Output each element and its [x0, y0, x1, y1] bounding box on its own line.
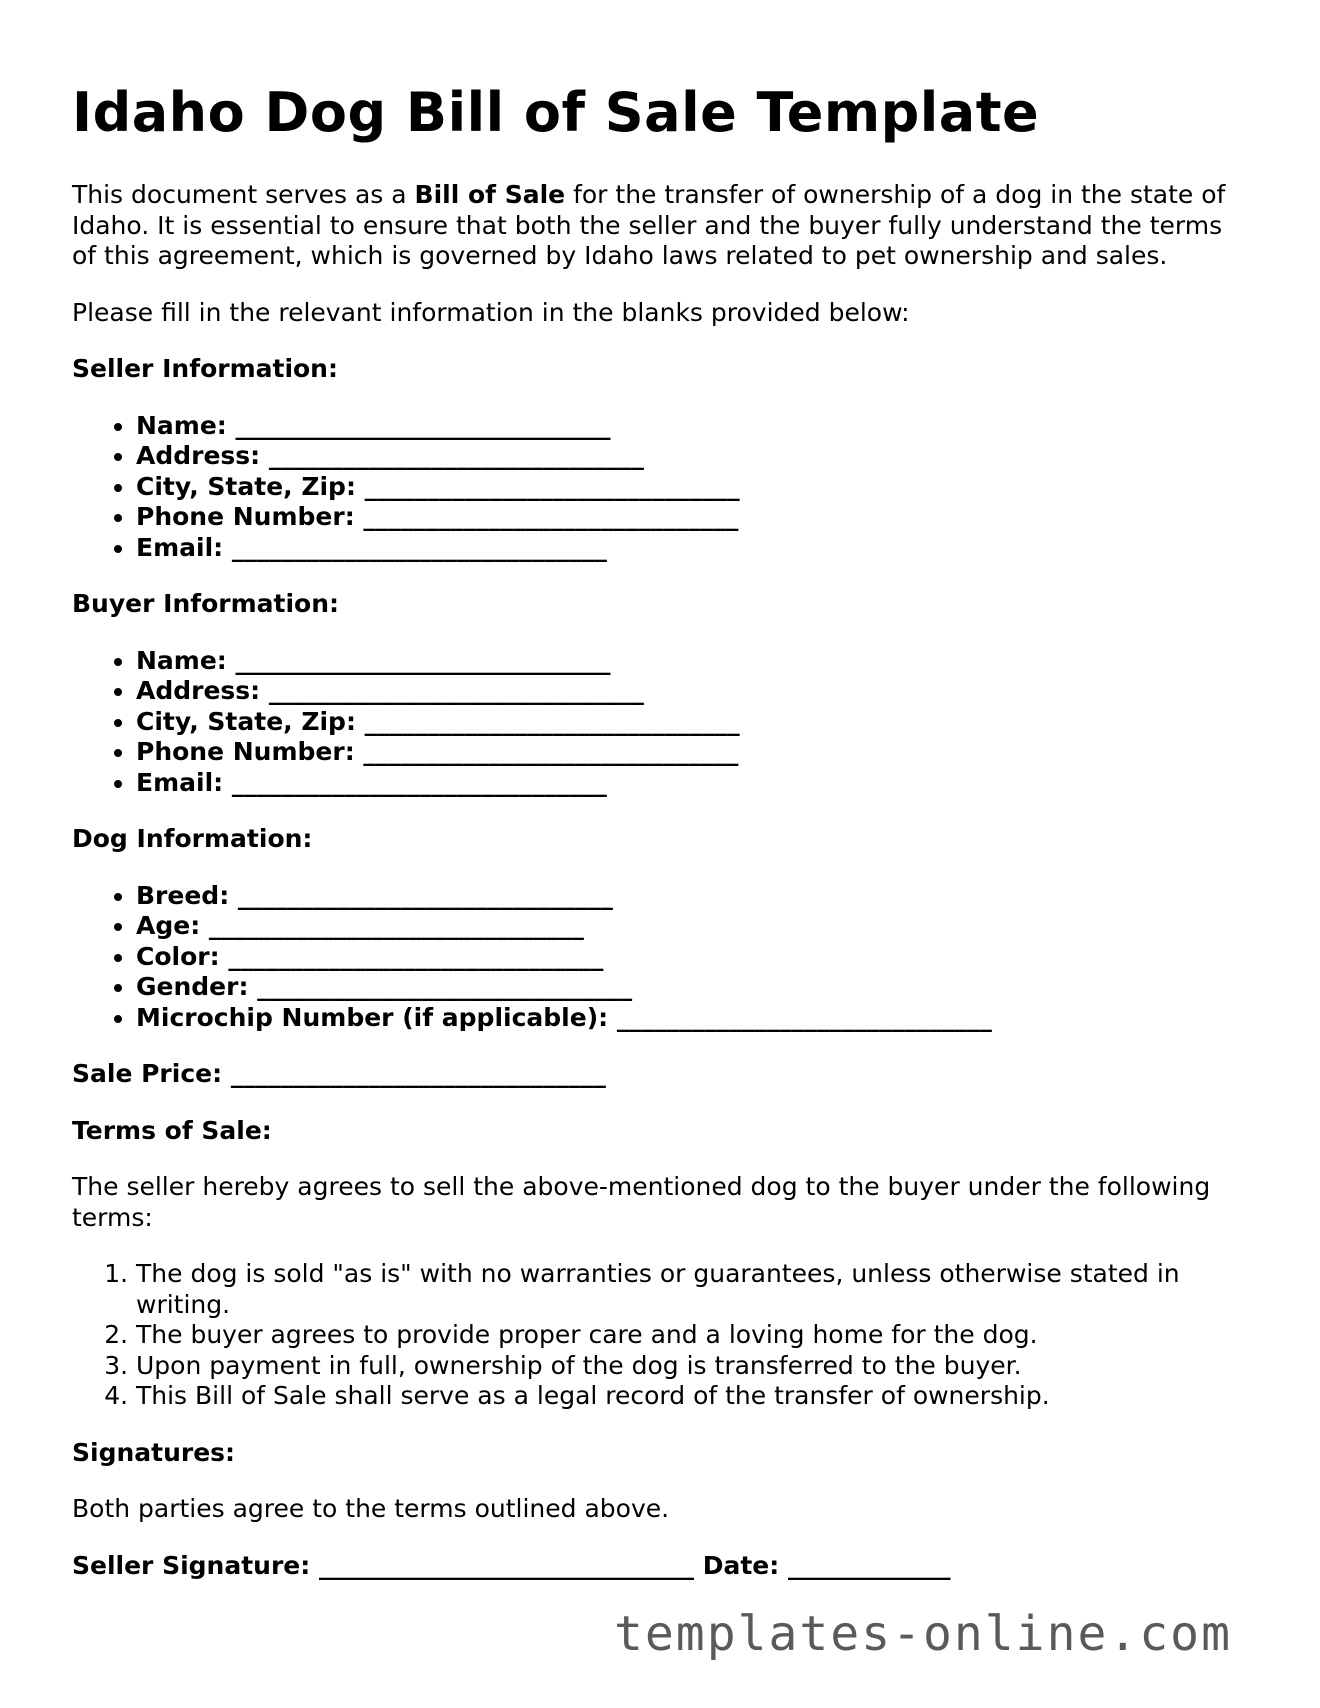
fill-blank[interactable]: ______________________________ [364, 471, 740, 501]
dog-gender-field[interactable] [136, 972, 1252, 1003]
signature-blank[interactable]: ______________________________ [318, 1550, 694, 1580]
field-label: Gender: [136, 972, 249, 1002]
fill-blank[interactable]: ______________________________ [231, 767, 607, 797]
fill-blank[interactable]: ______________________________ [235, 645, 611, 675]
fill-blank[interactable]: ______________________________ [231, 532, 607, 562]
field-label: Phone Number: [136, 737, 355, 767]
fill-blank[interactable]: ______________________________ [616, 1002, 992, 1032]
buyer-city-state-zip-field[interactable] [136, 707, 1252, 738]
date-blank[interactable]: _____________ [787, 1550, 951, 1580]
intro-text-end: for the transfer of ownership of a dog in the state of Idaho. It is essential to ensure that both the seller and the buyer fully understand the terms of this agreement, which is governed by Idaho laws related to pet ownership and sales. [72, 180, 1226, 271]
terms-item: 1. The dog is sold "as is" with no warranties or guarantees, unless otherwise stated in writing. [136, 1259, 1252, 1320]
terms-list [72, 1259, 1252, 1412]
dog-field-list [72, 881, 1252, 1034]
terms-intro: The seller hereby agrees to sell the above-mentioned dog to the buyer under the following terms: [72, 1172, 1211, 1232]
seller-signature-line[interactable] [72, 1551, 1252, 1582]
fill-blank[interactable]: ______________________________ [228, 941, 604, 971]
fill-blank[interactable]: ______________________________ [363, 502, 739, 532]
fill-blank[interactable]: ______________________________ [208, 911, 584, 941]
field-label: City, State, Zip: [136, 471, 356, 501]
buyer-name-field[interactable] [136, 646, 1252, 677]
seller-city-state-zip-field[interactable] [136, 472, 1252, 503]
terms-item: 3. Upon payment in full, ownership of the dog is transferred to the buyer. [136, 1351, 1252, 1382]
signatures-text: Both parties agree to the terms outlined above. [72, 1494, 670, 1524]
dog-microchip-field[interactable] [136, 1003, 1252, 1034]
field-label: Email: [136, 767, 224, 797]
buyer-section-heading: Buyer Information: [72, 589, 340, 619]
dog-section-heading: Dog Information: [72, 824, 313, 854]
terms-item: 4. This Bill of Sale shall serve as a legal record of the transfer of ownership. [136, 1381, 1252, 1412]
signatures-section-heading: Signatures: [72, 1437, 236, 1467]
field-label: City, State, Zip: [136, 706, 356, 736]
document-page [72, 82, 1252, 1607]
fill-blank[interactable]: ______________________________ [257, 972, 633, 1002]
dog-age-field[interactable] [136, 911, 1252, 942]
seller-field-list [72, 411, 1252, 564]
intro-text-start: This document serves as a [72, 180, 415, 210]
date-label: Date: [702, 1550, 780, 1580]
fill-blank[interactable]: ______________________________ [363, 737, 739, 767]
fill-blank[interactable]: ______________________________ [268, 441, 644, 471]
field-label: Color: [136, 941, 220, 971]
page-title: Idaho Dog Bill of Sale Template [72, 81, 1040, 144]
terms-section-heading: Terms of Sale: [72, 1115, 272, 1145]
fill-blank[interactable]: ______________________________ [235, 410, 611, 440]
buyer-field-list [72, 646, 1252, 799]
seller-email-field[interactable] [136, 533, 1252, 564]
field-label: Address: [136, 441, 261, 471]
field-label: Phone Number: [136, 502, 355, 532]
terms-item: 2. The buyer agrees to provide proper care and a loving home for the dog. [136, 1320, 1252, 1351]
field-label: Age: [136, 911, 201, 941]
dog-breed-field[interactable] [136, 881, 1252, 912]
buyer-email-field[interactable] [136, 768, 1252, 799]
field-label: Address: [136, 676, 261, 706]
seller-section-heading: Seller Information: [72, 354, 338, 384]
field-label: Email: [136, 532, 224, 562]
seller-phone-field[interactable] [136, 502, 1252, 533]
buyer-address-field[interactable] [136, 676, 1252, 707]
watermark: templates-online.com [614, 1606, 1232, 1662]
seller-signature-label: Seller Signature: [72, 1550, 311, 1580]
sale-price-field[interactable] [72, 1059, 1252, 1090]
instruction-text: Please fill in the relevant information in the blanks provided below: [72, 297, 910, 327]
field-label: Microchip Number (if applicable): [136, 1002, 609, 1032]
field-label: Breed: [136, 880, 230, 910]
fill-blank[interactable]: ______________________________ [230, 1059, 606, 1089]
dog-color-field[interactable] [136, 942, 1252, 973]
intro-paragraph [72, 180, 1252, 272]
buyer-phone-field[interactable] [136, 737, 1252, 768]
intro-bold-term: Bill of Sale [414, 180, 566, 210]
seller-name-field[interactable] [136, 411, 1252, 442]
seller-address-field[interactable] [136, 441, 1252, 472]
fill-blank[interactable]: ______________________________ [268, 676, 644, 706]
fill-blank[interactable]: ______________________________ [364, 706, 740, 736]
sale-price-label: Sale Price: [72, 1059, 223, 1089]
field-label: Name: [136, 410, 227, 440]
fill-blank[interactable]: ______________________________ [237, 880, 613, 910]
field-label: Name: [136, 645, 227, 675]
